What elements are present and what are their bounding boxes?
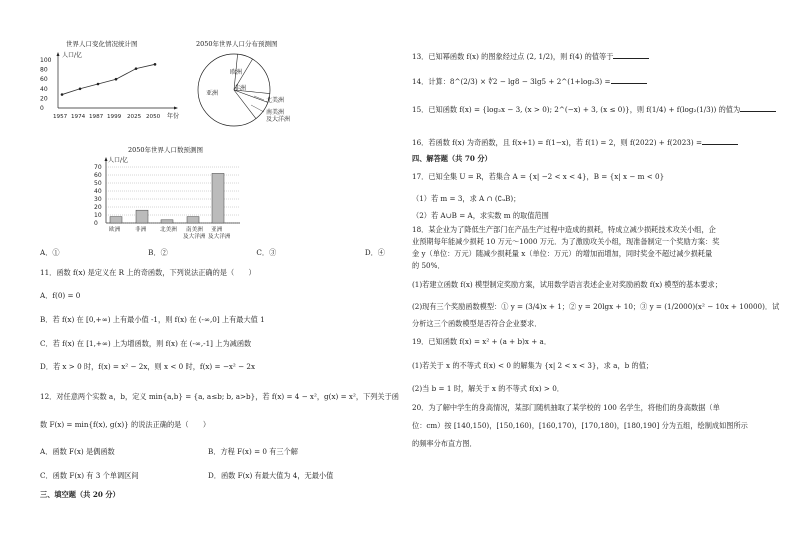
q15: 15．已知函数 f(x) = {log₂x − 3, (x > 0); 2^(−x) + 3, (x ≤ 0)}，则 f(1/4) + f(log₂(1/3)) 的值为 (412, 104, 776, 114)
line-ytick-label: 60 (40, 76, 48, 84)
line-xtick-label: 1974 (71, 114, 86, 120)
bar-ytick-label: 70 (94, 164, 102, 171)
q11-option-b[interactable]: B．若 f(x) 在 [0,+∞) 上有最小值 -1，则 f(x) 在 (-∞,0] 上有最大值 1 (40, 315, 265, 324)
bar-ytick-label: 60 (94, 172, 102, 179)
q17-part-2: （2）若 A∪B = A，求实数 m 的取值范围 (412, 211, 549, 220)
pie-label-north-america: 北美洲 (266, 97, 285, 104)
bar-ytick-label: 50 (94, 180, 102, 187)
q20-line2: 位：cm）按 [140,150)，[150,160)，[160,170)，[170,180)，[180,190] 分为五组，绘制成如图所示 (412, 421, 748, 430)
bar-chart-ylabel: 人口/亿 (108, 157, 129, 164)
pie-label-africa: 非洲 (234, 85, 247, 92)
line-data-point (154, 63, 157, 66)
q17-part-1: （1）若 m = 3，求 A ∩ (∁ᵤB)； (412, 194, 521, 203)
line-ytick-label: 80 (40, 66, 48, 74)
q18-line4: 的 50%． (412, 261, 445, 270)
bar-category-label-line2: 及大洋洲 (183, 234, 206, 240)
bar-4 (187, 217, 199, 223)
q18-part-1: (1)若建立函数 f(x) 模型制定奖励方案，试用数学语言表述企业对奖励函数 f(x) 模型的基本要求； (412, 280, 722, 289)
q14: 14．计算：8^(2/3) × ∜2 − lg8 − 3lg5 + 2^(1+log₂3) = (412, 76, 647, 86)
line-xtick-label: 1999 (107, 114, 122, 120)
bar-category-label: 欧洲 (109, 227, 121, 233)
bar-ytick-label: 40 (94, 188, 102, 195)
q10-option-c[interactable]: C．③ (256, 248, 277, 257)
q11-option-a[interactable]: A．f(0) = 0 (40, 291, 81, 300)
q12-stem-line1: 12．对任意两个实数 a，b，定义 min{a,b} = {a, a≤b; b, a>b}，若 f(x) = 4 − x²，g(x) = x²，下列关于函 (40, 392, 399, 401)
q11-option-c[interactable]: C．若 f(x) 在 [1,+∞) 上为增函数，则 f(x) 在 (-∞,-1] 上为减函数 (40, 339, 252, 348)
bar-ytick-label: 30 (94, 196, 102, 203)
bar-5 (212, 173, 224, 223)
q18-line3: 金 y（单位：万元）随减少损耗量 x（单位：万元）的增加而增加，同时奖金不超过减少损耗量 (412, 249, 713, 258)
q10-option-a[interactable]: A．① (40, 248, 60, 257)
line-ytick-label: 40 (40, 85, 48, 93)
bar-category-label: 北美洲 (160, 227, 177, 233)
line-data-point (97, 83, 100, 86)
q19-part-1: (1)若关于 x 的不等式 f(x) < 0 的解集为 {x| 2 < x < 3}，求 a，b 的值； (412, 361, 654, 370)
q16-answer-blank[interactable] (702, 137, 738, 145)
line-data-point (135, 67, 138, 70)
q16: 16．若函数 f(x) 为奇函数，且 f(x+1) = f(1−x)，若 f(1) = 2，则 f(2022) + f(2023) = (412, 137, 738, 147)
q20-line1: 20．为了解中学生的身高情况，某部门随机抽取了某学校的 100 名学生，将他们的身高数据（单 (412, 403, 720, 412)
q12-option-d[interactable]: D．函数 F(x) 有最大值为 4，无最小值 (208, 471, 334, 480)
q10-option-b[interactable]: B．② (148, 248, 168, 257)
q15-answer-blank[interactable] (740, 104, 776, 112)
line-ytick-label: 0 (40, 105, 44, 112)
q11-stem: 11．函数 f(x) 是定义在 R 上的奇函数，下列说法正确的是（ ） (40, 268, 256, 277)
q18-part-2-line2: 分析这三个函数模型是否符合企业要求． (412, 319, 542, 328)
q11-option-d[interactable]: D．若 x > 0 时，f(x) = x² − 2x，则 x < 0 时，f(x) = −x² − 2x (40, 362, 255, 371)
q18-line1: 18．某企业为了降低生产部门在产品生产过程中造成的损耗，特成立减少损耗技术攻关小组，企 (412, 225, 716, 234)
bar-chart-title: 2050年世界人口数预测图 (128, 146, 204, 154)
q12-option-c[interactable]: C．函数 F(x) 有 3 个单调区间 (40, 471, 139, 480)
bar-1 (110, 217, 122, 223)
section-3-header: 三、填空题（共 20 分） (40, 490, 120, 499)
q20-line3: 的频率分布直方图． (412, 439, 477, 448)
line-xtick-label: 1957 (53, 114, 68, 120)
pie-label-oceania: 及大洋洲 (266, 116, 291, 123)
bar-ytick-label: 10 (94, 212, 102, 219)
bar-category-label: 南美洲 (186, 227, 203, 233)
section-4-header: 四、解答题（共 70 分） (412, 154, 492, 163)
line-data-point (79, 88, 82, 91)
q19-part-2: (2)当 b = 1 时，解关于 x 的不等式 f(x) > 0． (412, 384, 564, 393)
q13: 13．已知幂函数 f(x) 的图象经过点 (2, 1/2)，则 f(4) 的值等于 (412, 51, 649, 61)
bar-3 (161, 220, 173, 223)
line-data-point (115, 78, 118, 81)
line-xtick-label: 1987 (89, 114, 104, 120)
bar-2 (136, 210, 148, 223)
q12-option-a[interactable]: A．函数 F(x) 是偶函数 (40, 447, 115, 456)
line-chart-ylabel: 人口/亿 (62, 52, 83, 59)
line-ytick-label: 20 (40, 95, 48, 103)
q10-option-d[interactable]: D．④ (364, 248, 385, 257)
q17-stem: 17．已知全集 U = R，若集合 A = {x| −2 < x < 4}，B = {x| x − m < 0} (412, 172, 665, 181)
pie-chart (196, 50, 316, 135)
pie-label-europe: 欧洲 (230, 69, 243, 76)
q18-part-2-line1: (2)现有三个奖励函数模型：① y = (3/4)x + 1；② y = 20lgx + 10；③ y = (1/2000)(x² − 10x + 10000)．试 (412, 302, 780, 311)
bar-chart (90, 155, 250, 243)
bar-category-label: 亚洲 (211, 227, 223, 233)
bar-ytick-label: 20 (94, 204, 102, 211)
pie-label-asia: 亚洲 (206, 90, 219, 97)
bar-category-label: 非洲 (135, 227, 147, 233)
pie-chart-title: 2050年世界人口分布预测图 (196, 40, 278, 48)
line-chart-xlabel: 年份 (167, 113, 180, 120)
q10-options (40, 248, 385, 257)
q12-stem-line2: 数 F(x) = min{f(x), g(x)} 的说法正确的是（ ） (40, 420, 211, 429)
line-xtick-label: 2025 (127, 114, 142, 120)
line-xtick-label: 2050 (146, 114, 161, 120)
q14-answer-blank[interactable] (611, 76, 647, 84)
line-data-point (61, 93, 64, 96)
q19-stem: 19．已知函数 f(x) = x² + (a + b)x + a． (412, 337, 552, 346)
q18-line2: 业预期每年能减少损耗 10 万元～1000 万元．为了激励攻关小组，现准备制定一个奖励方案：奖 (412, 237, 720, 246)
line-chart (40, 50, 190, 122)
bar-ytick-label: 0 (94, 220, 98, 227)
bar-category-label-line2: 及大洋洲 (208, 234, 231, 240)
line-ytick-label: 100 (40, 57, 52, 64)
line-chart-title: 世界人口变化情况统计图 (66, 40, 138, 48)
q13-answer-blank[interactable] (613, 51, 649, 59)
pie-label-south-america: 南美洲 (266, 109, 285, 116)
q12-option-b[interactable]: B．方程 F(x) = 0 有三个解 (208, 447, 298, 456)
